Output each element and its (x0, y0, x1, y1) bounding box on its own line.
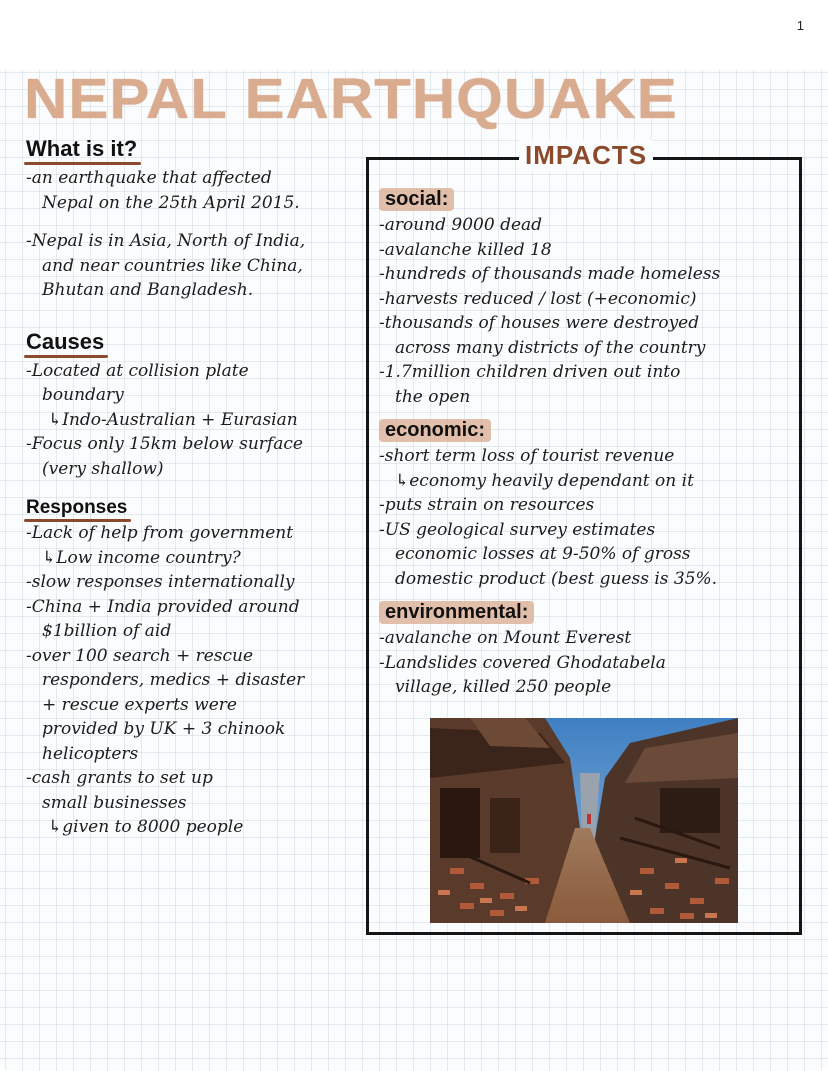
responses-line: provided by UK + 3 chinook (42, 719, 286, 739)
what-is-it-heading: What is it? (26, 136, 138, 161)
responses-line: -slow responses internationally (26, 572, 295, 592)
environmental-line: -avalanche on Mount Everest (379, 628, 632, 648)
causes-heading: Causes (26, 328, 105, 354)
what-is-it-line: -an earthquake that affected (26, 168, 272, 188)
responses-line: -Lack of help from government (26, 523, 294, 543)
social-body (379, 213, 799, 409)
social-line: -harvests reduced / lost (+economic) (379, 288, 697, 309)
responses-line: -cash grants to set up (26, 768, 213, 788)
impacts-title: IMPACTS (519, 140, 653, 171)
social-line: -hundreds of thousands made homeless (379, 264, 721, 284)
causes-line: ↳Indo-Australian + Eurasian (48, 409, 298, 430)
environmental-line: -Landslides covered Ghodatabela (379, 652, 666, 673)
causes-line: -Focus only 15km below surface (26, 434, 303, 454)
responses-line: $1billion of aid (42, 621, 172, 641)
left-column (26, 136, 366, 840)
social-heading: social: (379, 188, 454, 211)
causes-body (26, 359, 366, 482)
page-number: 1 (796, 18, 804, 33)
social-line: -around 9000 dead (379, 215, 543, 235)
what-is-it-line: Bhutan and Bangladesh. (42, 280, 254, 300)
economic-line: -puts strain on resources (379, 495, 595, 515)
social-line: -thousands of houses were destroyed (379, 313, 700, 333)
economic-body (379, 444, 799, 591)
social-line: across many districts of the country (395, 337, 706, 358)
section-social (379, 188, 799, 409)
responses-line: responders, medics + disaster (42, 670, 305, 690)
section-economic (379, 419, 799, 591)
responses-line: -over 100 search + rescue (26, 645, 254, 666)
responses-line: ↳given to 8000 people (48, 817, 244, 837)
causes-line: -Located at collision plate (26, 360, 249, 381)
page-header-area (0, 0, 828, 70)
economic-line: economic losses at 9-50% of gross (395, 544, 691, 564)
section-causes (26, 329, 366, 482)
impacts-content (379, 188, 799, 700)
economic-line: -short term loss of tourist revenue (379, 446, 675, 466)
section-environmental (379, 601, 799, 700)
economic-line: -US geological survey estimates (379, 519, 656, 540)
causes-line: boundary (42, 385, 124, 405)
environmental-heading: environmental: (379, 601, 534, 624)
responses-line: small businesses (42, 792, 187, 813)
responses-heading: Responses (26, 497, 128, 518)
social-line: -1.7million children driven out into (379, 362, 681, 382)
section-responses (26, 497, 366, 840)
causes-line: (very shallow) (42, 458, 164, 479)
economic-line: domestic product (best guess is 35%. (395, 568, 718, 589)
what-is-it-line: and near countries like China, (42, 255, 303, 276)
economic-heading: economic: (379, 419, 491, 442)
section-what-is-it (26, 136, 366, 303)
social-line: -avalanche killed 18 (379, 239, 552, 260)
responses-body (26, 521, 366, 840)
environmental-body (379, 626, 799, 700)
responses-line: + rescue experts were (42, 694, 237, 715)
what-is-it-body (26, 166, 366, 303)
economic-line: ↳economy heavily dependant on it (395, 470, 694, 491)
social-line: the open (395, 386, 471, 407)
responses-line: -China + India provided around (26, 596, 300, 617)
responses-line: helicopters (42, 743, 139, 764)
environmental-line: village, killed 250 people (395, 677, 612, 697)
what-is-it-line: Nepal on the 25th April 2015. (42, 192, 300, 213)
page-title: NEPAL EARTHQUAKE (24, 66, 678, 131)
what-is-it-line: -Nepal is in Asia, North of India, (26, 231, 306, 251)
responses-line: ↳Low income country? (42, 547, 241, 568)
earthquake-rubble-photo (430, 718, 738, 923)
